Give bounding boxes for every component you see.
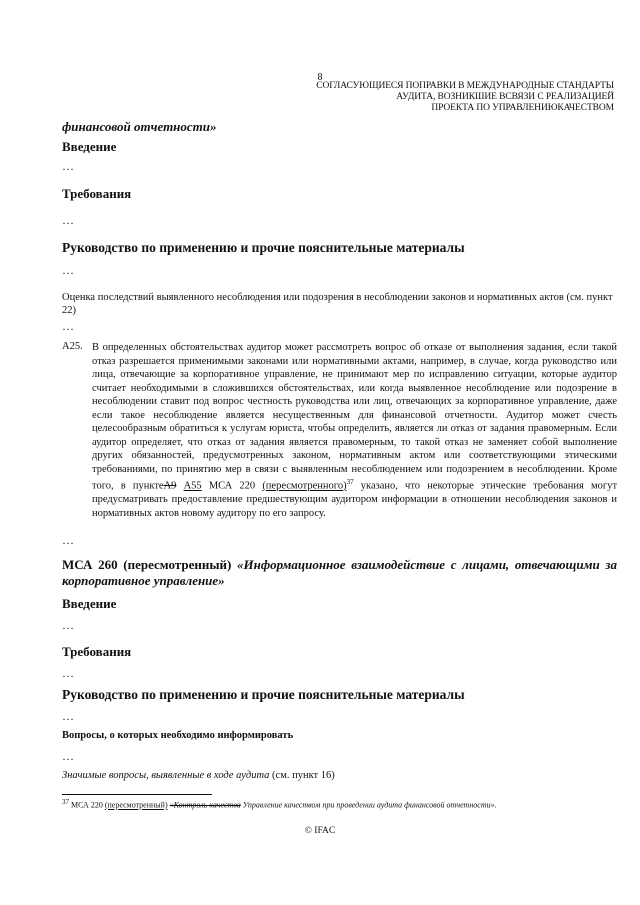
running-header-line: ПРОЕКТА ПО УПРАВЛЕНИЮКАЧЕСТВОМ [431,103,614,113]
footnote [62,798,622,810]
isa-260-title [62,557,617,589]
inserted-reference: А55 [183,480,202,492]
paragraph-number: A25. [62,341,83,352]
footnote-number: 37 [62,798,69,806]
isa-260-code: МСА 260 (пересмотренный) [62,557,232,572]
footnote-revised: (пересмотренный) [104,800,168,810]
heading-guidance: Руководство по применению и прочие пояснительные материалы [62,687,465,702]
ellipsis: … [62,213,75,227]
deleted-reference: А9 [163,480,177,492]
ellipsis: … [62,709,75,723]
standard-ref: МСА 220 [208,480,256,492]
running-header-line: СОГЛАСУЮЩИЕСЯ ПОПРАВКИ В МЕЖДУНАРОДНЫЕ СТАНДАРТЫ [316,81,614,91]
significant-matters-label: Значимые вопросы, выявленные в ходе аудита [62,770,270,781]
paragraph-ref: (см. пункт 16) [272,770,335,781]
revised-tag: (пересмотренного) [262,480,347,492]
footnote-deleted: «Контроль качества [169,800,241,810]
subheading-topics: Вопросы, о которых необходимо информировать [62,730,294,741]
ellipsis: … [62,319,75,333]
subheading-evaluation: Оценка последствий выявленного несоблюдения или подозрения в несоблюдении законов и нормативных актов (см. пункт 22) [62,292,613,316]
footnote-lead: МСА 220 [71,800,103,810]
paragraph-text-end: указано, что некоторые этические требования могут предусматривать предоставление предшествующим аудитором информации в отношении несоблюдения законов и нормативных актов новому аудитору по его запросу. [92,480,618,519]
isa-260-name: «Информационное взаимодействие с лицами, отвечающими за корпоративное управление» [62,557,617,588]
heading-introduction: Введение [62,139,117,154]
copyright: © IFAC [304,826,336,836]
footnote-title: Управление качеством при проведении аудита финансовой отчетности». [242,800,497,810]
heading-guidance: Руководство по применению и прочие пояснительные материалы [62,240,465,255]
title-continuation: финансовой отчетности» [62,119,217,134]
ellipsis: … [62,749,75,763]
ellipsis: … [62,263,75,277]
ellipsis: … [62,666,75,680]
footnote-rule [62,794,212,795]
paragraph-a25 [92,341,617,520]
running-header-line: АУДИТА, ВОЗНИКШИЕ ВСВЯЗИ С РЕАЛИЗАЦИЕЙ [396,92,614,102]
ellipsis: … [62,618,75,632]
heading-requirements: Требования [62,186,132,201]
heading-requirements: Требования [62,644,132,659]
page-number: 8 [317,72,323,83]
heading-introduction: Введение [62,596,117,611]
ellipsis: … [62,159,75,173]
subheading-significant-matters [62,770,335,781]
footnote-marker: 37 [346,478,354,486]
running-header [254,81,614,114]
ellipsis: … [62,533,75,547]
paragraph-text: В определенных обстоятельствах аудитор может рассмотреть вопрос об отказе от выполнения задания, если такой отказ разрешается применимыми законами или нормативными актами, например, в случае, когда руководство или лица, отвечающие за корпоративное управление, не принимают мер по исправлению ситуации, которые аудитор считает необходимыми в сложившихся обстоятельствах, или когда выявленное несоблюдение или подозрение в несоблюдении ставит под вопрос честность руководства или лиц, отвечающих за корпоративное управление, даже если такое несоблюдение является несущественным для финансовой отчетности. Аудитор может счесть целесообразным обратиться к услугам юриста, чтобы определить, является ли отказ от задания правомерным. Если аудитор определяет, что отказ от задания является правомерным, то такой отказ не заменяет собой выполнение других обязанностей, предусмотренных законом, нормативным актом или соответствующими этическими требованиями, по принятию мер в связи с выявленным несоблюдением или подозрением в несоблюдении. Кроме того, в пункте [92,342,617,492]
